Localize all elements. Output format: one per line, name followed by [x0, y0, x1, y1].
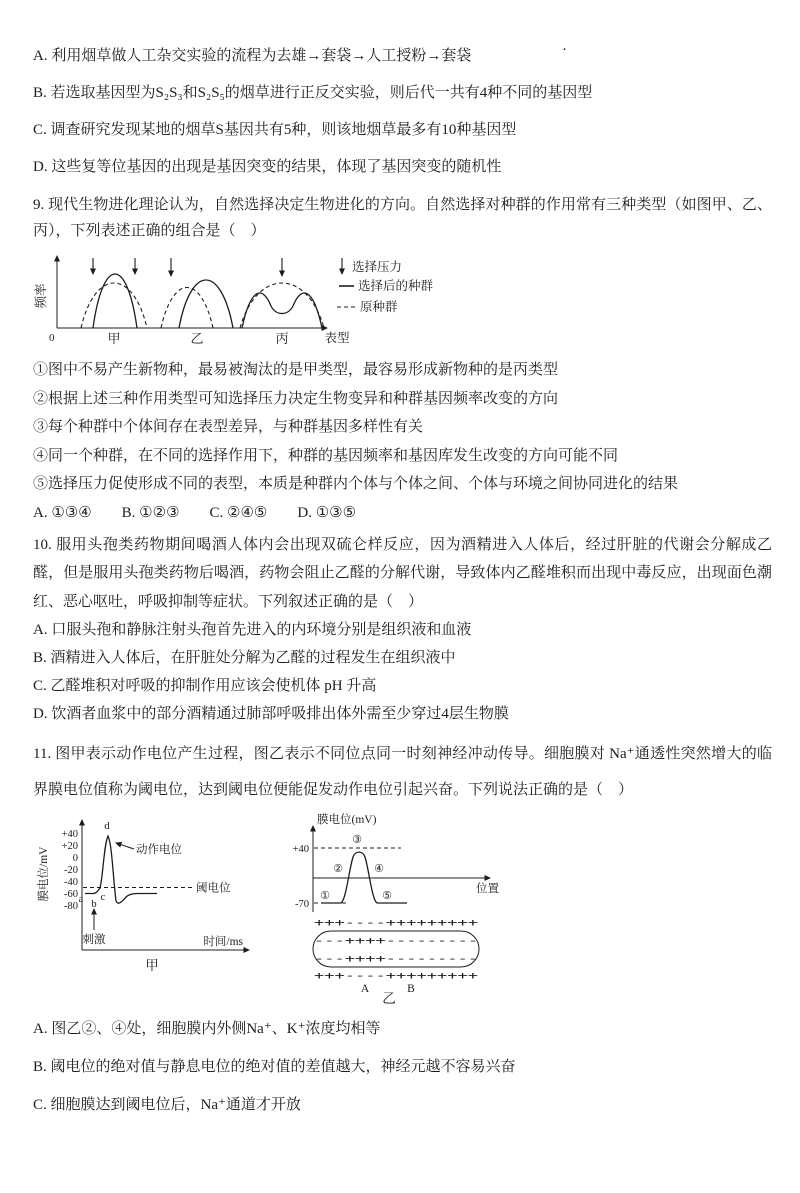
q8-option-a: A. 利用烟草做人工杂交实验的流程为去雄→套袋→人工授粉→套袋: [33, 48, 472, 64]
q8-option-d: D. 这些复等位基因的出现是基因突变的结果，体现了基因突变的随机性: [33, 159, 502, 175]
q11-option-b: B. 阈电位的绝对值与静息电位的绝对值的差值越大，神经元越不容易兴奋: [33, 1059, 516, 1075]
point-A-label: A: [360, 983, 370, 995]
tick-label: +20: [61, 841, 78, 852]
figure-yi-caption: 乙: [382, 991, 396, 1006]
frequency-axis-label: 频率: [34, 283, 48, 309]
tick-label: -20: [64, 865, 78, 876]
marker-1: ①: [320, 890, 330, 902]
q11-option-a: A. 图乙②、④处，细胞膜内外侧Na⁺、K⁺浓度均相等: [33, 1021, 381, 1037]
tick-label: -60: [64, 889, 78, 900]
q10-option-a: A. 口服头孢和静脉注射头孢首先进入的内环境分别是组织液和血液: [33, 622, 472, 638]
q11-figure-yi-conduction: [283, 812, 508, 1004]
q9-statement-1: ①图中不易产生新物种，最易被淘汰的是甲类型，最容易形成新物种的是丙类型: [33, 362, 559, 378]
q10-option-c: C. 乙醛堆积对呼吸的抑制作用应该会使机体 pH 升高: [33, 678, 377, 694]
tick-label: +40: [292, 844, 309, 855]
tick-label: +40: [61, 829, 78, 840]
stray-mark: ·: [562, 42, 567, 58]
position-axis-label: 位置: [476, 883, 499, 895]
stimulus-label: 刺激: [82, 934, 106, 946]
marker-2: ②: [333, 863, 343, 875]
q9-statement-3: ③每个种群中个体间存在表型差异，与种群基因多样性有关: [33, 419, 424, 435]
q10-option-d: D. 饮酒者血浆中的部分酒精通过肺部呼吸排出体外需至少穿过4层生物膜: [33, 706, 509, 722]
point-c-label: c: [100, 892, 106, 903]
q9-selection-chart: [35, 250, 435, 350]
q11-diagrams: [37, 812, 772, 1004]
charges-inside-top: ---++++---------: [314, 934, 478, 947]
q11-stem: 11. 图甲表示动作电位产生过程，图乙表示不同位点同一时刻神经冲动传导。细胞膜对 Na⁺通透性突然增大的临界膜电位值称为阈电位，达到阈电位便能促发动作电位引起兴奋。下列说法正确的是（ ）: [33, 746, 772, 798]
threshold-label: 阈电位: [196, 882, 231, 895]
action-potential-label: 动作电位: [136, 844, 182, 856]
legend-pressure-label: 选择压力: [352, 260, 403, 274]
q8-option-b: B. 若选取基因型为S₂S₃和S₂S₅的烟草进行正反交实验，则后代一共有4种不同的基因型: [33, 85, 593, 101]
charges-outside-bottom: +++----+++++++++: [314, 969, 479, 982]
q9-selection-diagram: [35, 250, 772, 350]
legend-original-label: 原种群: [360, 300, 398, 314]
q11-option-c: C. 细胞膜达到阈电位后，Na⁺通道才开放: [33, 1097, 301, 1113]
charges-outside-top: +++----+++++++++: [314, 916, 479, 929]
q11-figure-jia-action-potential: [37, 812, 257, 976]
annotation-arrow: [116, 843, 134, 849]
tick-label: -70: [295, 899, 309, 910]
q9-statement-4: ④同一个种群，在不同的选择作用下，种群的基因频率和基因库发生改变的方向可能不同: [33, 447, 619, 464]
peak-point-label: d: [104, 820, 110, 832]
figure-jia-caption: 甲: [145, 958, 159, 973]
membrane-potential-axis-label: 膜电位/mV: [38, 846, 50, 902]
time-axis-label: 时间/ms: [203, 936, 243, 948]
q10-option-b: B. 酒精进入人体后，在肝脏处分解为乙醛的过程发生在组织液中: [33, 650, 456, 666]
phenotype-axis-label: 表型: [324, 331, 350, 345]
membrane-potential-axis-label: 膜电位(mV): [317, 814, 377, 826]
q9-answer-options: A. ①③④ B. ①②③ C. ②④⑤ D. ①③⑤: [33, 504, 357, 521]
group-bing-label: 丙: [275, 331, 289, 346]
q10-stem: 10. 服用头孢类药物期间喝酒人体内会出现双硫仑样反应，因为酒精进入人体后，经过肝脏的代谢会分解成乙醛，但是服用头孢类药物后喝酒，药物会阻止乙醛的分解代谢，导致体内乙醛堆积而出现中毒反应，出现面色潮红、恶心呕吐，呼吸抑制等症状。下列叙述正确的是（ ）: [33, 536, 772, 610]
q11-options: [33, 1016, 772, 1118]
origin-label: 0: [49, 332, 55, 344]
marker-3: ③: [352, 834, 362, 846]
charges-inside-bottom: ---++++---------: [314, 952, 478, 965]
tick-label: 0: [72, 853, 78, 864]
q9-statement-2: ②根据上述三种作用类型可知选择压力决定生物变异和种群基因频率改变的方向: [33, 390, 559, 407]
q8-option-c: C. 调查研究发现某地的烟草S基因共有5种，则该地烟草最多有10种基因型: [33, 122, 517, 138]
point-a-label: a: [78, 894, 84, 905]
tick-label: -40: [64, 877, 78, 888]
marker-5: ⑤: [382, 890, 392, 902]
jia-selected-population-curve: [93, 274, 137, 328]
yi-original-population-curve: [161, 288, 213, 329]
jia-original-population-curve: [81, 283, 147, 328]
marker-4: ④: [374, 863, 384, 875]
group-yi-label: 乙: [190, 331, 204, 346]
point-b-label: b: [91, 899, 97, 910]
legend-selected-label: 选择后的种群: [358, 279, 434, 293]
q9-statement-5: ⑤选择压力促使形成不同的表型，本质是种群内个体与个体之间、个体与环境之间协同进化的结果: [33, 476, 679, 492]
point-B-label: B: [407, 983, 415, 995]
group-jia-label: 甲: [107, 331, 121, 346]
bing-original-population-curve: [240, 283, 324, 328]
tick-label: -80: [64, 901, 78, 912]
q9-stem: 9. 现代生物进化理论认为，自然选择决定生物进化的方向。自然选择对种群的作用常有三种类型（如图甲、乙、丙），下列表述正确的组合是（ ）: [33, 197, 772, 239]
